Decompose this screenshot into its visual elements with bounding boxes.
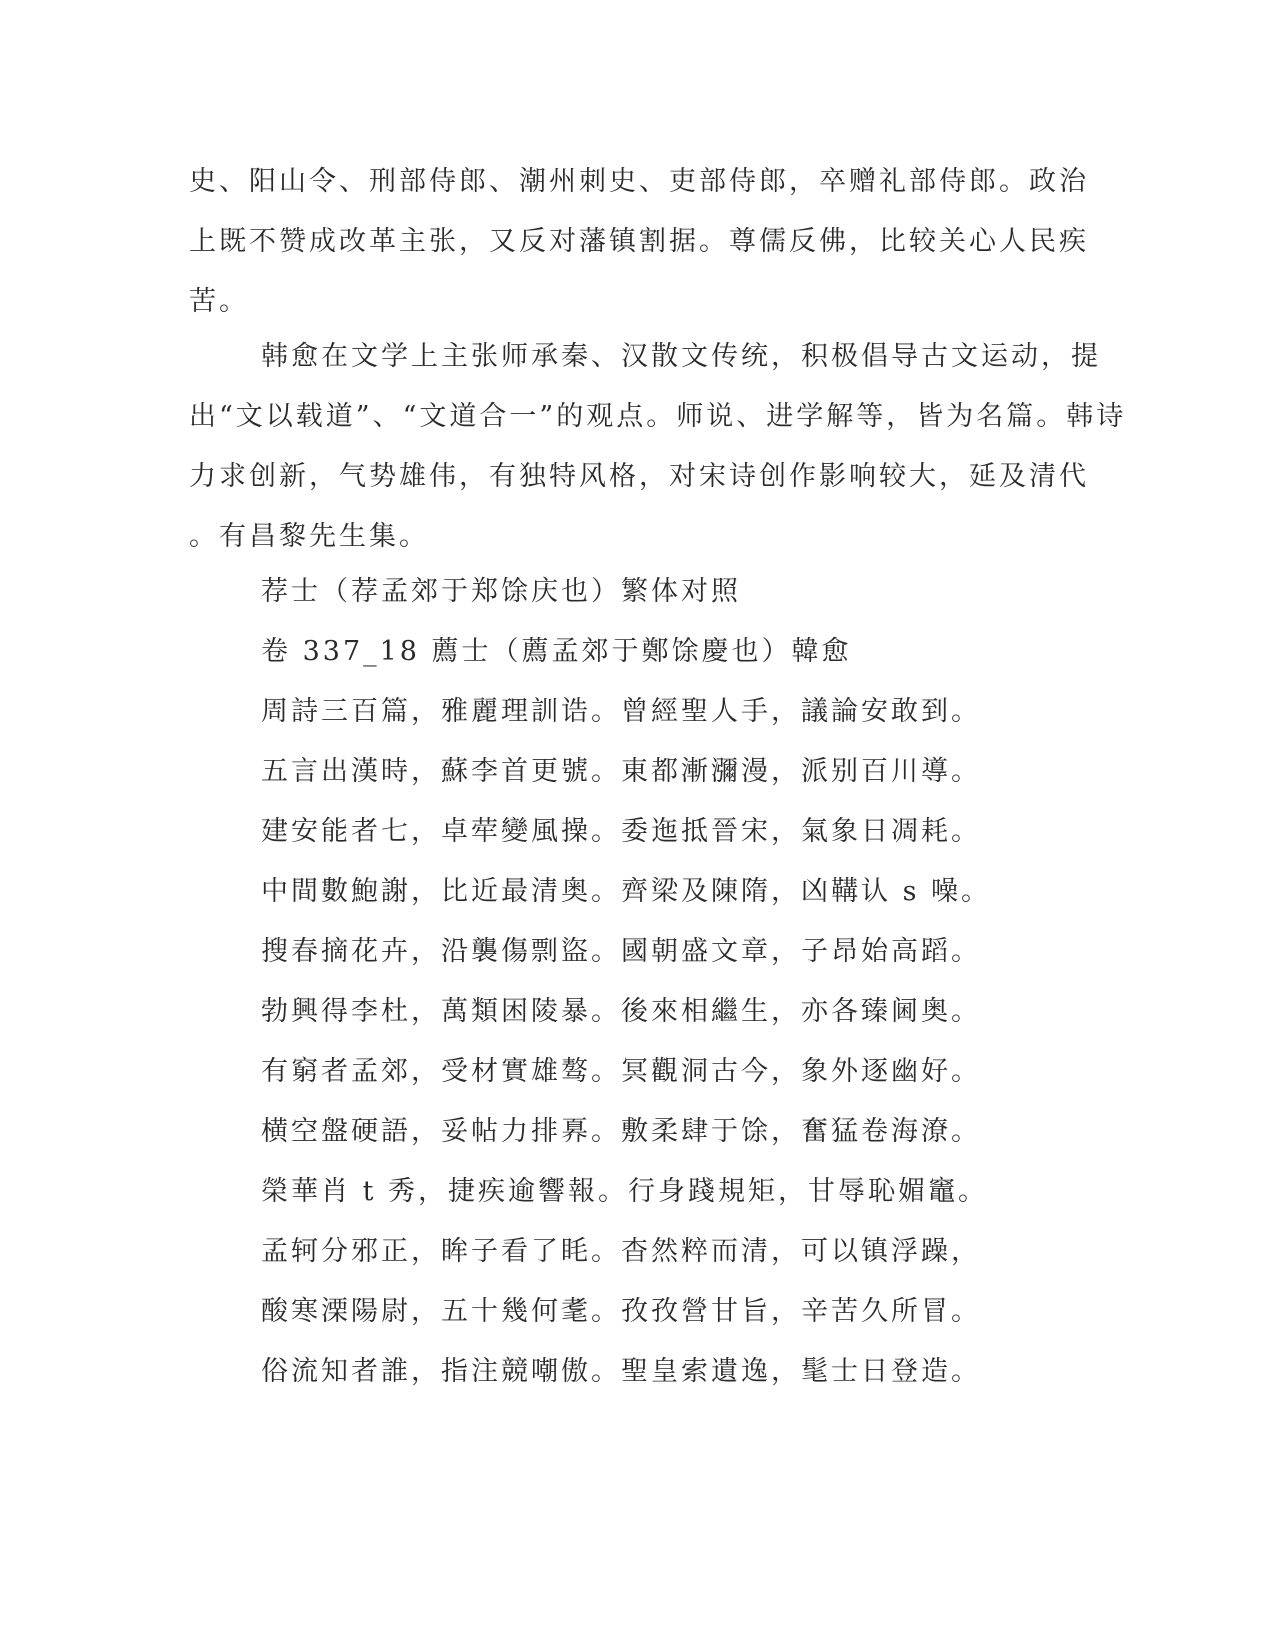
poem-title: 卷 337_18 薦士（薦孟郊于鄭馀慶也）韓愈 bbox=[261, 636, 852, 667]
poem-line: 勃興得李杜，萬類困陵暴。後來相繼生，亦各臻阃奥。 bbox=[261, 996, 981, 1027]
intro-paragraph-1 bbox=[189, 152, 1089, 332]
poem-line: 周詩三百篇，雅麗理訓诰。曾經聖人手，議論安敢到。 bbox=[261, 696, 981, 727]
poem-line: 榮華肖 t 秀，捷疾逾響報。行身踐規矩，甘辱恥媚竈。 bbox=[261, 1176, 989, 1207]
poem-line: 有窮者孟郊，受材實雄骜。冥觀洞古今，象外逐幽好。 bbox=[261, 1056, 981, 1087]
poem-line: 建安能者七，卓荦變風操。委迤抵晉宋，氣象日凋耗。 bbox=[261, 816, 981, 847]
text-line: 史、阳山令、刑部侍郎、潮州刺史、吏部侍郎，卒赠礼部侍郎。政治 bbox=[189, 166, 1089, 197]
section-heading: 荐士（荐孟郊于郑馀庆也）繁体对照 bbox=[261, 576, 741, 607]
text-line: 出“文以载道”、“文道合一”的观点。师说、进学解等，皆为名篇。韩诗 bbox=[189, 401, 1127, 432]
poem-line: 搜春摘花卉，沿襲傷剽盜。國朝盛文章，子昂始高蹈。 bbox=[261, 936, 981, 967]
text-line: 。有昌黎先生集。 bbox=[189, 521, 429, 552]
poem-line: 横空盤硬語，妥帖力排奡。敷柔肆于馀，奮猛卷海潦。 bbox=[261, 1116, 981, 1147]
poem-section bbox=[189, 562, 1089, 1402]
poem-line: 中間數鮑謝，比近最清奥。齊梁及陳隋，凶鞲认 s 噪。 bbox=[261, 876, 992, 907]
poem-line: 酸寒溧陽尉，五十幾何耄。孜孜營甘旨，辛苦久所冒。 bbox=[261, 1296, 981, 1327]
text-line: 韩愈在文学上主张师承秦、汉散文传统，积极倡导古文运动，提 bbox=[261, 341, 1101, 372]
poem-line: 五言出漢時，蘇李首更號。東都漸瀰漫，派别百川導。 bbox=[261, 756, 981, 787]
text-line: 苦。 bbox=[189, 286, 249, 317]
intro-paragraph-2 bbox=[189, 327, 1127, 567]
poem-line: 俗流知者誰，指注競嘲傲。聖皇索遺逸，髦士日登造。 bbox=[261, 1356, 981, 1387]
text-line: 力求创新，气势雄伟，有独特风格，对宋诗创作影响较大，延及清代 bbox=[189, 461, 1089, 492]
poem-line: 孟轲分邪正，眸子看了眊。杳然粹而清，可以镇浮躁， bbox=[261, 1236, 981, 1267]
text-line: 上既不赞成改革主张，又反对藩镇割据。尊儒反佛，比较关心人民疾 bbox=[189, 226, 1089, 257]
